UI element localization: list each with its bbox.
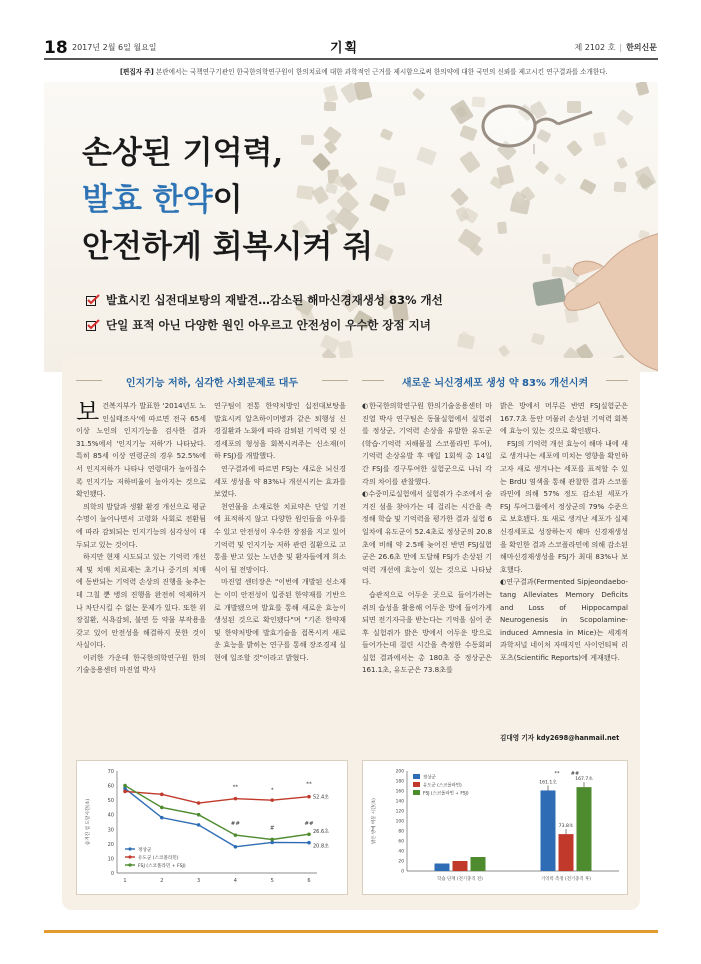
paragraph-text: 건복지부가 발표한 '2014년도 노인실태조사'에 따르면 전국 65세 이상 노인의 인지기능을 검사한 결과 31.5%에서 '인지기능 저하'가 나타났다. 특히 85세 이상 연령군의 경우 52.5%에서 인지저하가 나타나 연령대가 높아질수록 인지기능 저하비율이 높아지는 것으로 확인됐다. [76,401,206,499]
headline-highlight: 발효 한약 [82,182,213,218]
legend-marker [128,863,131,866]
data-point [123,784,127,788]
data-point [160,806,164,810]
data-label: 161.1초 [539,780,557,786]
y-tick-label: 60 [398,839,404,845]
y-tick-label: 60 [107,783,114,790]
puzzle-piece [375,166,396,184]
puzzle-piece [324,102,336,112]
checkbox-icon [86,319,100,331]
data-point [234,797,238,801]
editor-note-text: 본란에서는 국책연구기관인 한국한의학연구원이 한의치료에 대한 과학적인 근거를 제시함으로써 한의약에 대한 국민의 신뢰를 제고시킨 연구결과를 소개한다. [153,68,608,76]
y-axis-label: 숨겨진 섬 도달시간(초) [86,798,91,846]
bottom-rule [44,930,658,933]
significance-mark: * [270,787,274,794]
legend-label: FSJ (스코폴라민 + FSJ) [423,791,469,797]
byline: 김대영 기자 kdy2698@hanmail.net [500,734,620,742]
y-tick-label: 200 [395,769,404,775]
paragraph: 천연물을 소재로한 치료약은 단일 기전에 표적하지 않고 다양한 원인들을 아우를 수 있고 안전성이 우수한 장점을 지고 있어 기억력 및 인지기능 저하 관련 질환으로 고통을 받고 있는 노년층 및 환자들에게 희소식이 될 전망이다. [214,501,346,574]
page-header [0,0,701,62]
data-point [307,841,311,845]
significance-mark: ## [304,820,314,827]
column-4 [500,400,628,664]
separator: | [619,43,623,52]
y-tick-label: 0 [110,871,114,877]
puzzle-piece [450,99,474,124]
paragraph: ◐연구결과(Fermented Sipjeondaebo-tang Alleviates Memory Deficits and Loss of Hippocampal Neurogenesis in Scopolamine-induced Amnesia in Mice)는 세계적 과학저널 네이처 자매지인 사이언티픽 리포츠(Scientific Reports)에 게재됐다. [500,577,628,662]
x-tick-label: 4 [233,878,237,884]
y-tick-label: 30 [107,827,114,834]
y-axis-label: 밝은 방에 머문 시간(초) [372,798,377,844]
puzzle-piece [412,88,426,101]
bar [453,861,468,871]
legend-label: 유도군 (스코폴라민) [423,783,462,789]
paragraph [76,400,206,501]
paragraph: FSJ의 기억력 개선 효능이 해마 내에 새로 생겨나는 세포에 미치는 영향을 확인하고자 새로 생겨나는 세포를 표적할 수 있는 BrdU 염색을 통해 관찰한 결과 스코폴라민에 의해 57% 정도 감소된 세포가 FSJ 투여그룹에서 정상군의 79% 수준으로 보호됐다. 또 새로 생겨난 세포가 실제 신경세포로 성장하는지 해마 신경재생성을 확인한 결과 스코폴라민에 의해 감소된 해마신경재생성을 FSJ가 최대 83%나 보호했다. [500,438,628,574]
end-label: 52.4초 [313,794,329,801]
y-tick-label: 40 [398,849,404,855]
paragraph: ◐한국한의학연구원 한의기술응용센터 마진열 박사 연구팀은 동물실험에서 실험쥐를 정상군, 기억력 손상을 유발한 유도군(학습·기억력 저해물질 스코폴라민 투여), 기억력 손상유발 후 매일 1회씩 총 14일 간 FSJ를 경구투여한 실험군으로 나눠 각각의 차이를 관찰했다. [362,401,492,486]
editor-note [120,66,660,76]
puzzle-piece [416,147,437,166]
issue-info [574,42,657,53]
column-1 [76,400,206,677]
puzzle-piece [450,188,470,208]
paragraph: 이러한 가운데 한국한의학연구원 한의기술응용센터 마진열 박사 [76,652,206,675]
data-label: 73.8초 [558,824,574,830]
x-tick-label: 학습 단계 (전기충격 전) [437,877,483,882]
dropcap: 보 [76,398,100,426]
paper-name: 한의신문 [626,43,657,52]
paragraph: 습관적으로 어두운 곳으로 들어가려는 쥐의 습성을 활용해 어두운 방에 들어가게 되면 전기자극을 받는다는 기억을 심어 준 후 실험쥐가 밝은 방에서 어두운 방으로 들어가는데 걸린 시간을 측정한 수동회피 실험 결과에서는 총 180초 중 정상군은 161.1초, 유도군은 73.8초를 [362,589,492,675]
data-point [307,832,311,836]
bar-chart [363,761,627,894]
headline [82,130,373,271]
issue-date: 2017년 2월 6일 월요일 [72,43,157,52]
bar [559,834,574,871]
data-point [307,795,311,799]
data-label: 167.7초 [575,777,593,783]
paragraph: 연구팀이 전통 한약처방인 십전대보탕을 발효시켜 알츠하이머병과 같은 퇴행성 신경질환과 노화에 따라 감퇴된 기억력 및 신경세포의 형성을 회복시켜주는 신소재(이하 FSJ)를 개발했다. [214,401,346,461]
end-label: 20.8초 [313,843,329,850]
data-point [160,816,164,820]
paragraph: ◐수중미로실험에서 실험쥐가 수조에서 숨겨진 섬을 찾아가는 데 걸리는 시간을 측정해 학습 및 기억력을 평가한 결과 실험 6일차에 유도군이 52.4초로 정상군의 20.8초에 비해 약 2.5배 늦어진 반면 FSJ실험군은 26.6초 만에 도달해 FSJ가 손상된 기억력 개선에 효능이 있는 것으로 나타났다. [362,489,492,587]
legend-marker [128,855,131,858]
paragraph: 의학의 발달과 생활 환경 개선으로 평균수명이 늘어나면서 고령화 사회로 전환됨에 따라 감퇴되는 인지기능의 심각성이 대두되고 있는 것이다. [76,501,206,549]
puzzle-piece [636,82,650,96]
puzzle-piece [498,345,511,358]
puzzle-piece [616,109,634,126]
legend-swatch [413,774,420,779]
end-label: 26.6초 [313,829,329,836]
data-point [197,823,201,827]
data-point [234,845,238,849]
headline-line-3: 안전하게 회복시켜 줘 [82,229,374,265]
headline-line-2 [82,177,373,224]
x-tick-label: 2 [160,878,164,884]
x-tick-label: 1 [123,878,127,884]
puzzle-piece [459,151,481,174]
line-chart [77,761,347,894]
y-tick-label: 10 [107,856,114,863]
page-number: 18 [44,38,68,58]
bar [435,864,450,872]
checkbox-icon [86,294,100,306]
subhead-2-text: 단일 표적 아닌 다양한 원인 아우르고 안전성이 우수한 장점 지녀 [106,318,431,332]
paragraph: 하지만 현재 시도되고 있는 기억력 개선제 및 치매 치료제는 초기나 중기의 치매에 동반되는 기억력 손상의 진행을 늦추는 데 그칠 뿐 병의 진행을 완전히 억제하거나 차단시킬 수 없는 문제가 있다. 또한 위장질환, 식욕감퇴, 불면 등 약물 부작용을 갖고 있어 안전성을 해결하지 못한 것이 사실이다. [76,552,206,650]
data-point [234,833,238,837]
bar-chart-box [362,760,628,895]
subhead-1 [86,292,443,308]
x-tick-label: 기억력 측정 (전기충격 후) [540,877,592,882]
puzzle-piece [338,340,354,358]
legend-label: FSJ (스코폴라민 + FSJ) [138,863,186,869]
headline-line-2-rest: 이 [212,182,243,218]
left-section-heading: 인지기능 저하, 심각한 사회문제로 대두 [102,374,322,389]
legend-marker [128,847,131,850]
data-point [197,813,201,817]
data-point [160,793,164,797]
hand-icon [514,172,658,372]
y-tick-label: 180 [395,779,404,785]
significance-mark: ** [554,771,560,777]
headline-line-1: 손상된 기억력, [82,135,284,171]
line-chart-box [76,760,348,895]
data-point [270,798,274,802]
significance-mark: ## [570,771,580,777]
y-tick-label: 120 [395,809,404,815]
y-tick-label: 160 [395,789,404,795]
paragraph: 밝은 방에서 머무른 반면 FSJ실험군은 167.7초 동안 머물러 손상된 기억력 회복에 효능이 있는 것으로 확인됐다. [500,401,628,436]
paragraph: 연구결과에 따르면 FSJ는 새로운 뇌신경세포 생성을 약 83%나 개선시키는 효과를 보였다. [214,463,346,499]
glasses-icon [474,94,594,154]
legend-swatch [413,782,420,787]
puzzle-piece [380,128,394,141]
y-tick-label: 20 [107,841,114,848]
significance-mark: # [269,825,275,832]
section-title: 기획 [330,41,360,56]
puzzle-piece [496,222,507,235]
significance-mark: ** [306,781,312,788]
puzzle-piece [593,132,606,147]
puzzle-piece [616,156,628,169]
bar [471,857,486,871]
puzzle-piece [374,243,394,261]
puzzle-piece [394,182,406,197]
x-tick-label: 3 [197,878,201,884]
bar [577,787,592,871]
y-tick-label: 0 [401,869,404,875]
y-tick-label: 20 [398,859,404,865]
significance-mark: ## [230,820,241,827]
legend-label: 정상군 [423,775,436,781]
column-3 [362,400,492,677]
right-section-heading: 새로운 뇌신경세포 생성 약 83% 개선시켜 [384,374,606,389]
x-tick-label: 5 [270,878,274,884]
data-point [270,838,274,842]
issue-number: 제 2102 호 [574,43,616,52]
puzzle-piece [323,85,339,103]
y-tick-label: 70 [107,769,114,775]
column-2 [214,400,346,664]
x-tick-label: 6 [307,878,311,884]
legend-label: 정상군 [138,847,152,853]
legend-label: 유도군 (스코폴라민) [138,855,179,861]
significance-mark: ** [232,784,239,791]
paragraph: 마진열 센터장은 "이번에 개발된 신소재는 이미 안전성이 입증된 한약재를 기반으로 개발됐으며 발효를 통해 새로운 효능이 생성된 것으로 확인됐다"며 "기존 한약재 및 한약처방에 발효기술을 접목시켜 새로운 효능을 밝히는 연구를 통해 장조경제 실현에 일조할 것"이라고 밝혔다. [214,577,346,662]
subhead-1-text: 발효시킨 십전대보탕의 재발견…감소된 해마신경재생성 83% 개선 [106,293,443,307]
y-tick-label: 50 [107,798,114,805]
header-rule [44,58,658,60]
subhead-2 [86,317,431,333]
data-point [197,801,201,805]
y-tick-label: 40 [107,812,114,819]
y-tick-label: 80 [398,829,404,835]
legend-swatch [413,790,420,795]
y-tick-label: 100 [395,819,404,825]
y-tick-label: 140 [395,799,404,805]
editor-note-label: [편집자 주] [120,68,154,76]
data-point [123,790,127,794]
bar [541,790,556,871]
